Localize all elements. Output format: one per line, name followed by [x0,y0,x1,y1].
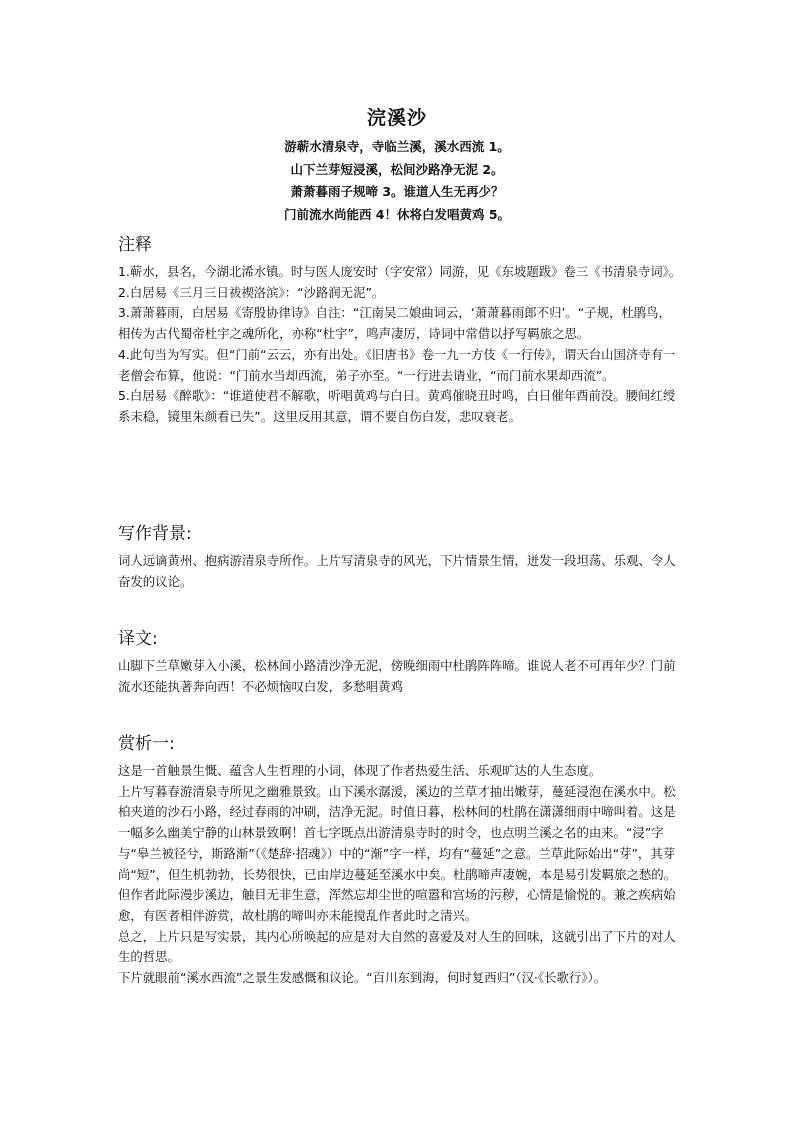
page-title: 浣溪沙 [366,107,427,129]
appreciation-heading: 赏析一: [118,734,175,754]
poem-line: 门前流水尚能西 4！休将白发唱黄鸡 5。 [283,206,511,222]
background-text [118,551,683,592]
translation-paragraph: 山脚下兰草嫩芽入小溪，松林间小路清沙净无泥，傍晚细雨中杜鹃阵阵啼。谁说人老不可再年少？门前流水还能执著奔向西！不必烦恼叹白发，多愁唱黄鸡 [118,658,676,694]
appreciation-paragraph: 上片写暮春游清泉寺所见之幽雅景致。山下溪水潺湲，溪边的兰草才抽出嫩芽，蔓延浸泡在溪水中。松柏夹道的沙石小路，经过春雨的冲刷，洁净无泥。时值日暮，松林间的杜鹃在潇潇细雨中啼叫着。这是一幅多么幽美宁静的山林景致啊！首七字既点出游清泉寺时的时令，也点明兰溪之名的由来。“浸”字与“皋兰被径兮，斯路渐”（《楚辞·招魂》）中的“渐”字一样，均有“蔓延”之意。兰草此际始出“芽”，其芽尚“短”，但生机勃勃，长势很快，已由岸边蔓延至溪水中矣。杜鹃啼声凄婉，本是易引发羁旅之愁的。但作者此际漫步溪边，触目无非生意，浑然忘却尘世的喧嚣和宫场的污秽，心情是愉悦的。兼之疾病始愈，有医者相伴游赏，故杜鹃的啼叫亦未能搅乱作者此时之清兴。 [118,783,677,923]
appreciation-paragraph: 总之，上片只是写实景，其内心所唤起的应是对大自然的喜爱及对人生的回味，这就引出了下片的对人生的哲思。 [118,928,676,965]
note-item: 5.白居易《醉歌》：“谁道使君不解歌，听唱黄鸡与白日。黄鸡催晓丑时鸣，白日催年酉前没。腰间红绶系未稳，镜里朱颜看已失”。这里反用其意，谓不要自伤白发，悲叹衰老。 [118,388,676,424]
notes-list [118,262,683,428]
poem-line: 游蕲水清泉寺，寺临兰溪，溪水西流 1。 [284,139,510,154]
background-heading: 写作背景: [118,524,192,544]
appreciation-paragraph: 下片就眼前“溪水西流”之景生发感慨和议论。“百川东到海，何时复西归”（汉·《长歌行》）。 [118,970,607,986]
poem-line: 山下兰芽短浸溪，松间沙路净无泥 2。 [290,161,504,177]
appreciation-text [118,761,683,989]
note-item: 2.白居易《三月三日祓禊洛滨》：“沙路润无泥”。 [118,284,385,300]
note-item: 4.此句当为写实。但“门前“云云，亦有出处。《旧唐书》卷一九一方伎《一行传》，谓天台山国济寺有一老僧会布算，他说：“门前水当却西流，弟子亦至。“一行进去请业，“而门前水果却西流”。 [118,346,676,383]
poem-text [0,136,794,226]
translation-heading: 译文: [118,629,158,649]
translation-text [118,656,683,697]
background-paragraph: 词人远谪黄州、抱病游清泉寺所作。上片写清泉寺的风光，下片情景生情，迸发一段坦荡、乐观、令人奋发的议论。 [118,553,676,589]
note-item: 3.萧萧暮雨，白居易《寄殷协律诗》自注：“江南吴二娘曲词云，‘萧萧暮雨郎不归’。“子规，杜鹃鸟，相传为古代蜀帝杜宇之魂所化，亦称“杜宇”，鸣声凄厉，诗词中常借以抒写羁旅之思。 [118,305,671,342]
note-item: 1.蕲水，县名，今湖北浠水镇。时与医人庞安时（字安常）同游，见《东坡题跋》卷三《书清泉寺词》。 [118,264,682,279]
notes-heading: 注释 [118,235,152,255]
poem-line: 萧萧暮雨子规啼 3。谁道人生无再少？ [290,184,504,199]
appreciation-paragraph: 这是一首触景生慨、蕴含人生哲理的小词，体现了作者热爱生活、乐观旷达的人生态度。 [118,763,602,778]
